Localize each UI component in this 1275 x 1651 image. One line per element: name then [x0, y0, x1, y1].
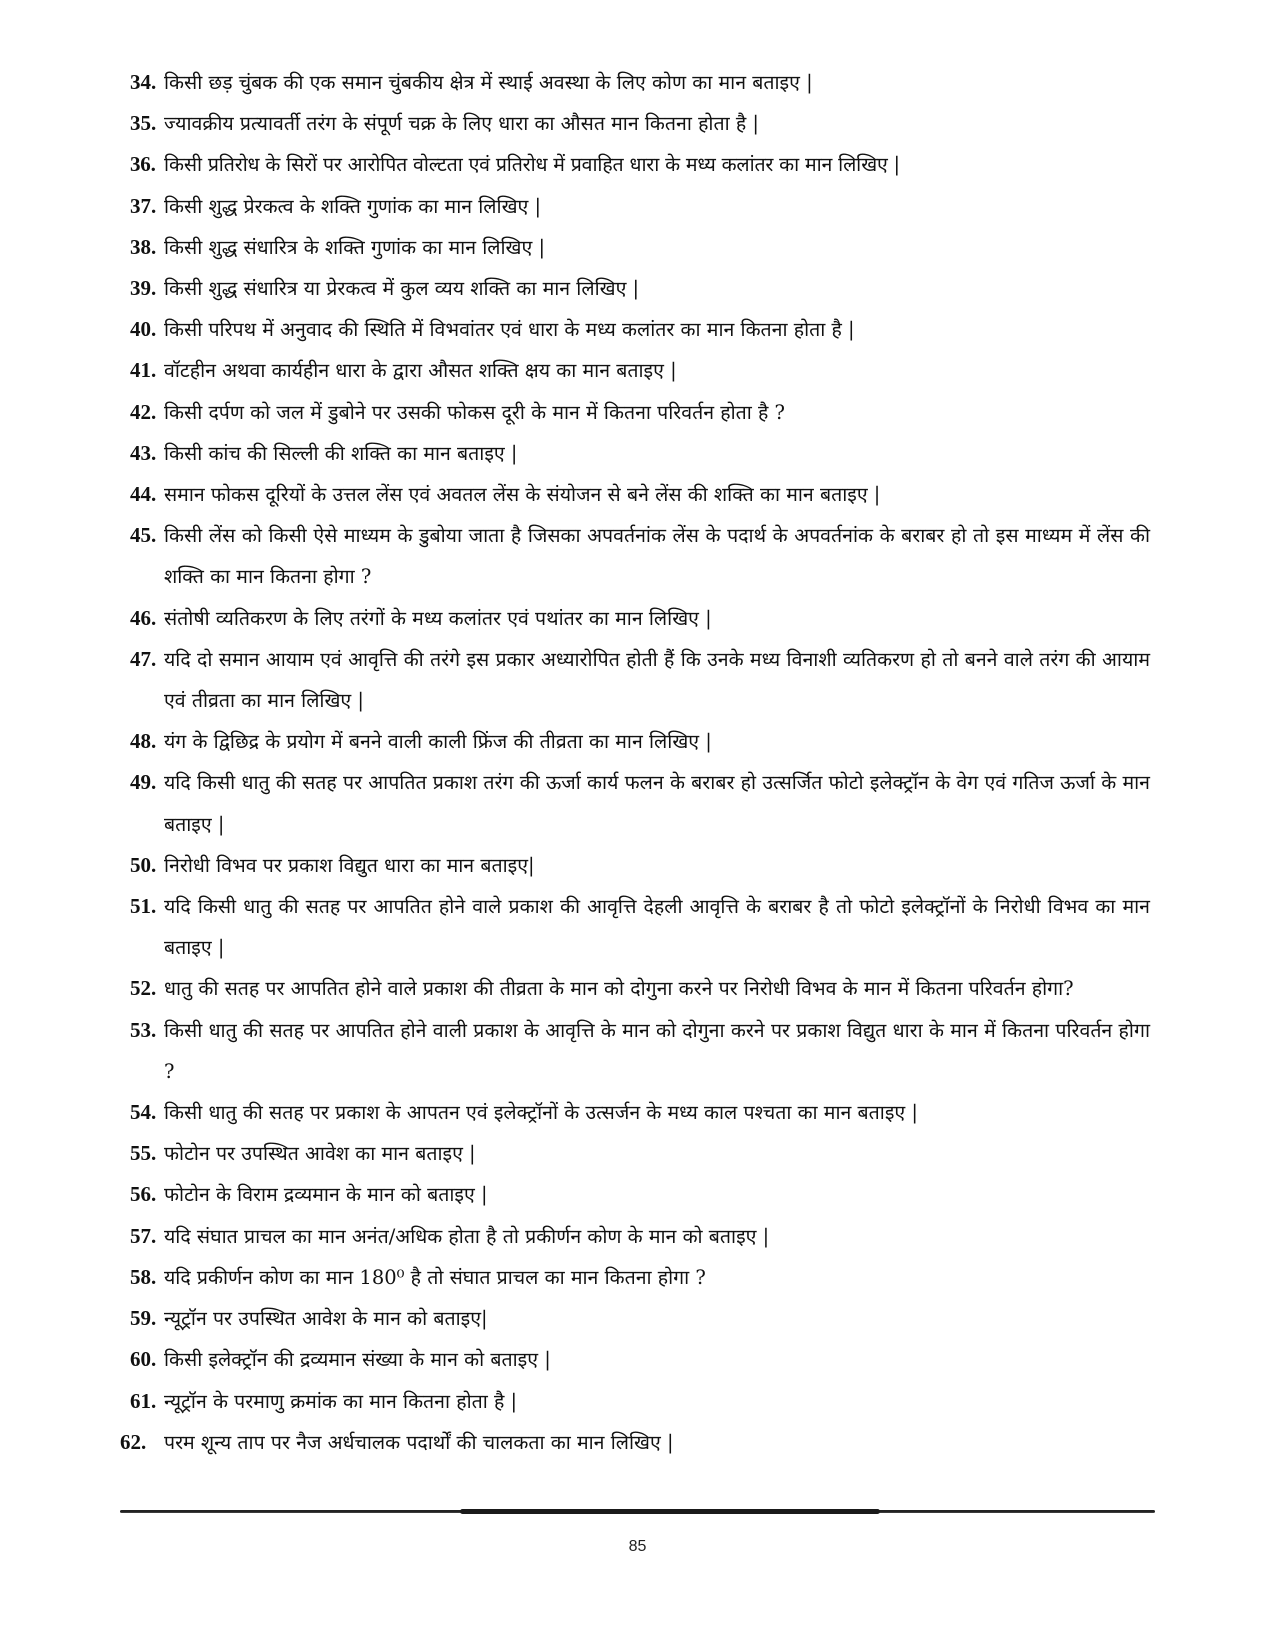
question-text: किसी धातु की सतह पर आपतित होने वाली प्रकाश के आवृत्ति के मान को दोगुना करने पर प्रकाश विद्युत धारा के मान में कितना परिवर्तन होगा ? — [164, 1018, 1150, 1083]
question-number: 45. — [130, 523, 157, 548]
question-number: 52. — [130, 976, 157, 1001]
question-number: 37. — [130, 193, 157, 218]
question-number: 39. — [130, 276, 157, 301]
question-item — [130, 1174, 1150, 1215]
question-item — [120, 1422, 1150, 1463]
question-text: किसी परिपथ में अनुवाद की स्थिति में विभवांतर एवं धारा के मध्य कलांतर का मान कितना होता है | — [164, 318, 855, 342]
question-number: 49. — [130, 770, 157, 795]
question-number: 50. — [130, 852, 157, 877]
question-list — [120, 62, 1150, 1463]
question-text: किसी शुद्ध प्रेरकत्व के शक्ति गुणांक का मान लिखिए | — [164, 194, 542, 218]
question-number: 41. — [130, 358, 157, 383]
question-text: यंग के द्विछिद्र के प्रयोग में बनने वाली काली फ्रिंज की तीव्रता का मान लिखिए | — [164, 730, 712, 754]
question-text: किसी प्रतिरोध के सिरों पर आरोपित वोल्टता एवं प्रतिरोध में प्रवाहित धारा के मध्य कलांतर का मान लिखिए | — [164, 153, 900, 177]
question-text: किसी दर्पण को जल में डुबोने पर उसकी फोकस दूरी के मान में कितना परिवर्तन होता है ? — [164, 400, 785, 424]
question-text: यदि प्रकीर्णन कोण का मान 180⁰ है तो संघात प्राचल का मान कितना होगा ? — [164, 1265, 706, 1289]
question-number: 51. — [130, 894, 157, 919]
question-item — [130, 1298, 1150, 1339]
question-item — [130, 639, 1150, 721]
question-text: निरोधी विभव पर प्रकाश विद्युत धारा का मान बताइए| — [164, 853, 535, 877]
footer-divider-emphasis — [460, 1509, 880, 1514]
question-text: संतोषी व्यतिकरण के लिए तरंगों के मध्य कलांतर एवं पथांतर का मान लिखिए | — [164, 606, 712, 630]
question-item — [130, 515, 1150, 597]
question-number: 59. — [130, 1306, 157, 1331]
question-number: 54. — [130, 1100, 157, 1125]
question-item — [130, 1010, 1150, 1092]
question-item — [130, 886, 1150, 968]
question-item — [130, 1339, 1150, 1380]
question-item — [130, 103, 1150, 144]
question-text: किसी शुद्ध संधारित्र या प्रेरकत्व में कुल व्यय शक्ति का मान लिखिए | — [164, 277, 640, 301]
question-item — [130, 144, 1150, 185]
question-text: वॉटहीन अथवा कार्यहीन धारा के द्वारा औसत शक्ति क्षय का मान बताइए | — [164, 359, 677, 383]
question-text: फोटोन पर उपस्थित आवेश का मान बताइए | — [164, 1142, 476, 1166]
question-number: 60. — [130, 1347, 157, 1372]
question-text: न्यूट्रॉन के परमाणु क्रमांक का मान कितना होता है | — [164, 1389, 518, 1413]
question-text: किसी धातु की सतह पर प्रकाश के आपतन एवं इलेक्ट्रॉनों के उत्सर्जन के मध्य काल पश्चता का मान बताइए | — [164, 1101, 918, 1125]
question-number: 58. — [130, 1264, 157, 1289]
question-item — [130, 62, 1150, 103]
question-item — [130, 186, 1150, 227]
question-number: 55. — [130, 1141, 157, 1166]
question-text: यदि किसी धातु की सतह पर आपतित होने वाले प्रकाश की आवृत्ति देहली आवृत्ति के बराबर है तो फोटो इलेक्ट्रॉनों के निरोधी विभव का मान बताइए | — [164, 895, 1150, 960]
page-number: 85 — [628, 1538, 647, 1555]
question-number: 47. — [130, 646, 157, 671]
question-text: यदि संघात प्राचल का मान अनंत/अधिक होता है तो प्रकीर्णन कोण के मान को बताइए | — [164, 1224, 770, 1248]
question-item — [130, 268, 1150, 309]
question-item — [130, 1216, 1150, 1257]
question-item — [130, 1092, 1150, 1133]
question-number: 42. — [130, 399, 157, 424]
question-text: किसी कांच की सिल्ली की शक्ति का मान बताइए | — [164, 441, 518, 465]
question-number: 44. — [130, 482, 157, 507]
question-text: न्यूट्रॉन पर उपस्थित आवेश के मान को बताइए| — [164, 1307, 488, 1331]
question-text: यदि किसी धातु की सतह पर आपतित प्रकाश तरंग की ऊर्जा कार्य फलन के बराबर हो उत्सर्जित फोटो इलेक्ट्रॉन के वेग एवं गतिज ऊर्जा के मान बताइए | — [164, 771, 1150, 836]
question-text: किसी छड़ चुंबक की एक समान चुंबकीय क्षेत्र में स्थाई अवस्था के लिए कोण का मान बताइए | — [164, 71, 813, 94]
question-text: धातु की सतह पर आपतित होने वाले प्रकाश की तीव्रता के मान को दोगुना करने पर निरोधी विभव के मान में कितना परिवर्तन होगा? — [164, 977, 1074, 1001]
question-item — [130, 227, 1150, 268]
question-number: 57. — [130, 1223, 157, 1248]
question-item — [130, 721, 1150, 762]
question-number: 62. — [120, 1429, 147, 1454]
question-number: 46. — [130, 605, 157, 630]
question-item — [130, 1133, 1150, 1174]
question-number: 61. — [130, 1388, 157, 1413]
question-item — [130, 1381, 1150, 1422]
question-text: परम शून्य ताप पर नैज अर्धचालक पदार्थों की चालकता का मान लिखिए | — [164, 1430, 674, 1454]
question-number: 56. — [130, 1182, 157, 1207]
question-number: 43. — [130, 440, 157, 465]
question-text: समान फोकस दूरियों के उत्तल लेंस एवं अवतल लेंस के संयोजन से बने लेंस की शक्ति का मान बताइए | — [164, 483, 881, 507]
question-number: 34. — [130, 70, 157, 94]
question-text: किसी लेंस को किसी ऐसे माध्यम के डुबोया जाता है जिसका अपवर्तनांक लेंस के पदार्थ के अपवर्तनांक के बराबर हो तो इस माध्यम में लेंस की शक्ति का मान कितना होगा ? — [164, 524, 1150, 589]
question-number: 40. — [130, 317, 157, 342]
question-item — [130, 392, 1150, 433]
question-item — [130, 845, 1150, 886]
question-number: 36. — [130, 152, 156, 177]
question-item — [130, 1257, 1150, 1298]
question-number: 38. — [130, 234, 157, 259]
question-text: ज्यावक्रीय प्रत्यावर्ती तरंग के संपूर्ण चक्र के लिए धारा का औसत मान कितना होता है | — [164, 112, 759, 136]
question-item — [130, 762, 1150, 844]
question-item — [130, 968, 1150, 1009]
question-number: 35. — [130, 111, 157, 136]
question-number: 53. — [130, 1017, 157, 1042]
question-text: किसी शुद्ध संधारित्र के शक्ति गुणांक का मान लिखिए | — [164, 235, 546, 259]
question-item — [130, 433, 1150, 474]
question-item — [130, 350, 1150, 391]
question-item — [130, 309, 1150, 350]
question-text: यदि दो समान आयाम एवं आवृत्ति की तरंगे इस प्रकार अध्यारोपित होती हैं कि उनके मध्य विनाशी व्यतिकरण हो तो बनने वाले तरंग की आयाम एवं तीव्रता का मान लिखिए | — [164, 647, 1150, 713]
question-item — [130, 474, 1150, 515]
question-text: फोटोन के विराम द्रव्यमान के मान को बताइए | — [164, 1183, 488, 1207]
question-number: 48. — [130, 729, 157, 754]
question-text: किसी इलेक्ट्रॉन की द्रव्यमान संख्या के मान को बताइए | — [164, 1348, 551, 1372]
question-item — [130, 598, 1150, 639]
